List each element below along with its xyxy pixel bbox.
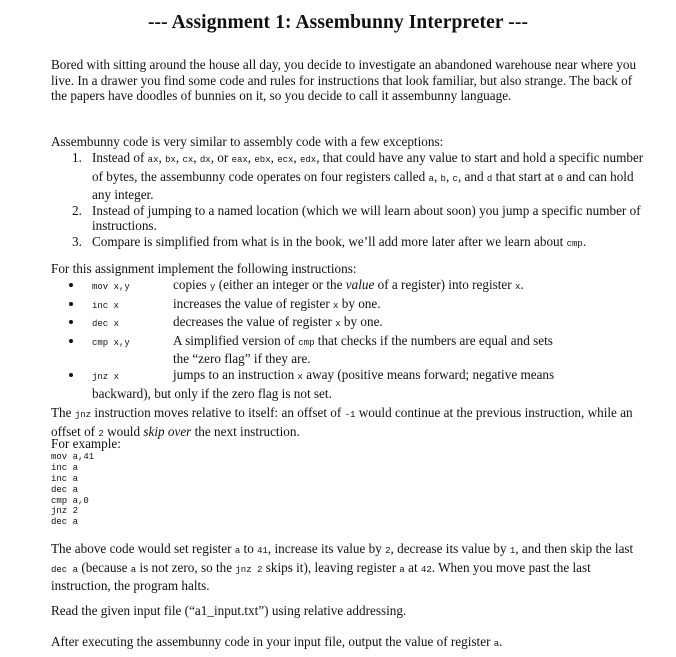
instructions-lead: For this assignment implement the following instructions: (51, 261, 357, 276)
bullet-icon (69, 373, 73, 377)
explanation-paragraph: The above code would set register a to 41, increase its value by 2, decrease its value by 1, and then skip the last dec a (because a is not zero, so the jnz 2 skips it), leaving register a at 42. When you move past the last instruction, the program halts. (51, 541, 634, 594)
code-line: inc a (51, 462, 79, 473)
code-line: inc a (51, 473, 79, 484)
instruction-jnz: jnz x jumps to an instruction x away (positive means forward; negative means backward), but only if the zero flag is not set. (51, 367, 651, 401)
intro-paragraph: Bored with sitting around the house all day, you decide to investigate an abandoned warehouse near where you live. In a drawer you find some code and rules for instructions that look familiar, but also strange. The back of the papers have doodles of bunnies on it, so you decide to call it assembunny language. (51, 57, 637, 104)
instruction-cmp: cmp x,y A simplified version of cmp that checks if the numbers are equal and sets the “zero flag” if they are. (51, 333, 651, 367)
list-item: 1. Instead of ax, bx, cx, dx, or eax, ebx, ecx, edx, that could have any value to start and hold a specific number of bytes, the assembunny code operates on four registers called a, b, c, and d that start at 0 and can hold any integer. (72, 150, 644, 203)
code-example (51, 452, 94, 528)
instruction-mov: mov x,y copies y (either an integer or the value of a register) into register x. (51, 277, 651, 296)
exceptions-list (51, 150, 651, 253)
code-line: dec a (51, 517, 79, 528)
code-line: mov a,41 (51, 452, 95, 462)
bullet-icon (69, 339, 73, 343)
list-item: 2. Instead of jumping to a named location (which we will learn about soon) you jump a specific number of instructions. (72, 202, 641, 234)
bullet-icon (69, 302, 73, 306)
page-title: --- Assignment 1: Assembunny Interpreter --- (147, 12, 529, 33)
list-item: 3. Compare is simplified from what is in the book, we’ll add more later after we learn about cmp. (72, 233, 587, 249)
code-line: cmp a,0 (51, 495, 89, 506)
bullet-icon (69, 283, 73, 287)
exceptions-lead: Assembunny code is very similar to assembly code with a few exceptions: (51, 134, 444, 149)
instruction-inc: inc x increases the value of register x by one. (51, 296, 651, 315)
instructions-list (51, 277, 651, 401)
instruction-dec: dec x decreases the value of register x by one. (51, 314, 651, 333)
code-line: dec a (51, 484, 79, 495)
output-paragraph: After executing the assembunny code in your input file, output the value of register a. (51, 634, 503, 649)
relative-paragraph: The jnz instruction moves relative to itself: an offset of -1 would continue at the previous instruction, while an offset of 2 would skip over the next instruction. (51, 405, 633, 439)
code-line: jnz 2 (51, 506, 79, 517)
read-input-paragraph: Read the given input file (“a1_input.txt”) using relative addressing. (51, 603, 407, 618)
bullet-icon (69, 320, 73, 324)
example-label: For example: (51, 436, 121, 451)
